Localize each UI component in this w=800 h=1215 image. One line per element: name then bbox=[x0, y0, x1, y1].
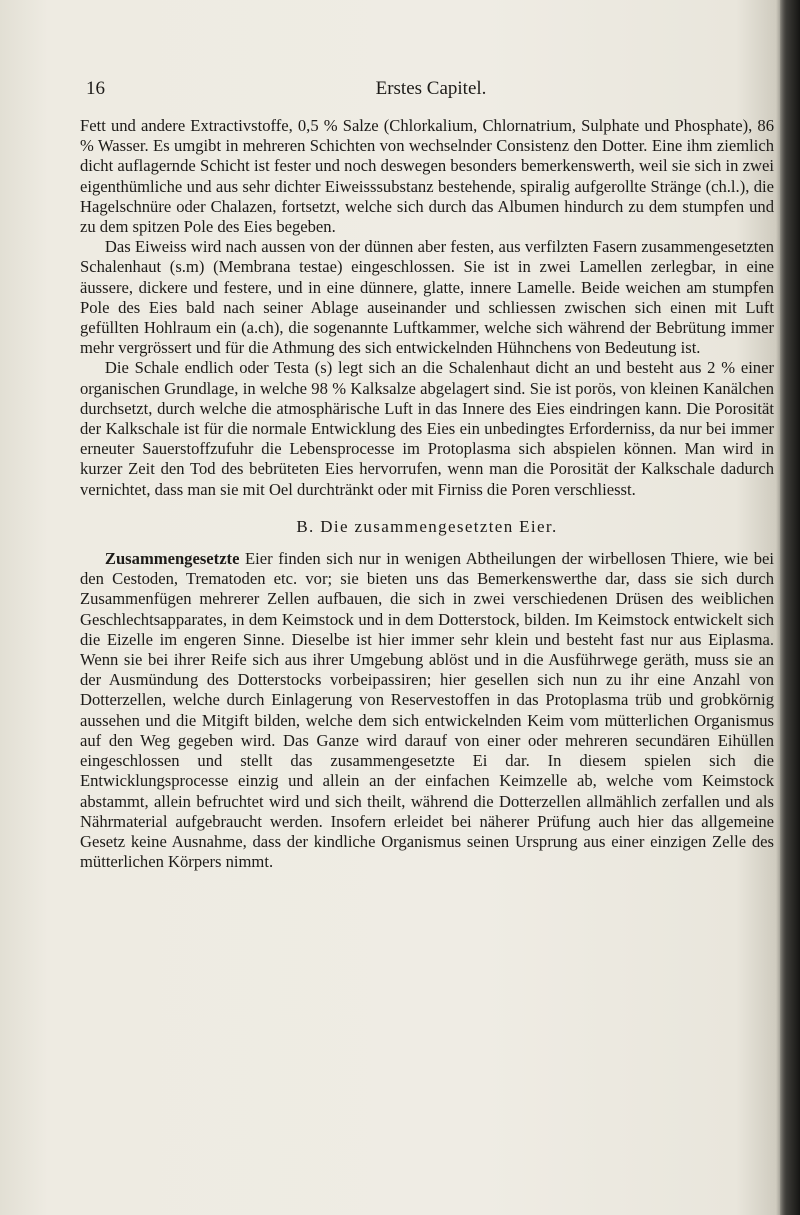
running-head: Erstes Capitel. bbox=[375, 78, 487, 99]
paragraph-4-body: Eier finden sich nur in wenigen Abtheilungen der wirbellosen Thiere, wie bei den Cestoden, Trematoden etc. vor; sie bieten uns das Bemerkenswerthe dar, dass sie sich durch Zusammenfügen mehrerer Zellen aufbauen, die sich in zwei verschiedenen Drüsen des weiblichen Geschlechtsapparates, in dem Keimstock und in dem Dotterstock, bilden. Im Keimstock entwickelt sich die Eizelle im engeren Sinne. Dieselbe ist hier immer sehr klein und besteht fast nur aus Eiplasma. Wenn sie bei ihrer Reife sich aus ihrer Umgebung ablöst und in die Ausführwege geräth, muss sie an der Ausmündung des Dotterstocks vorbeipassiren; hier gesellen sich nun zu ihr eine Anzahl von Dotterzellen, welche durch Einlagerung von Reservestoffen in das Protoplasma trüb und grobkörnig aussehen und die Mitgift bilden, welche dem sich entwickelnden Keim vom mütterlichen Organismus auf den Weg gegeben wird. Das Ganze wird darauf von einer oder mehreren secundären Eihüllen eingeschlossen und stellt das zusammengesetzte Ei dar. In diesem spielen sich die Entwicklungsprocesse einzig und allein an der einfachen Keimzelle ab, welche vom Keimstock abstammt, allein befruchtet wird und sich theilt, während die Dotterzellen allmählich zerfallen und als Nährmaterial aufgebraucht werden. Insofern erleidet bei näherer Prüfung auch hier das allgemeine Gesetz keine Ausnahme, dass der kindliche Organismus seinen Ursprung aus einer einzigen Zelle des mütterlichen Körpers nimmt. bbox=[80, 549, 774, 872]
section-heading: B. Die zusammengesetzten Eier. bbox=[296, 516, 558, 536]
paragraph-1: Fett und andere Extractivstoffe, 0,5 % Salze (Chlorkalium, Chlornatrium, Sulphate und Phosphate), 86 % Wasser. Es umgibt in mehreren Schichten von wechselnder Consistenz den Dotter. Eine ihm ziemlich dicht auflagernde Schicht ist fester und noch deswegen besonders bemerkenswerth, weil sie sich in zwei eigenthümliche und aus sehr dichter Eiweisssubstanz bestehende, spiralig aufgerollte Stränge (ch.l.), die Hagelschnüre oder Chalazen, fortsetzt, welche sich durch das Albumen hindurch zu dem stumpfen und zu dem spitzen Pole des Eies begeben. bbox=[80, 116, 774, 237]
paragraph-4-lead: Zusammengesetzte bbox=[104, 549, 240, 569]
page-header bbox=[86, 78, 776, 104]
paragraph-4 bbox=[80, 549, 774, 872]
body-text bbox=[80, 116, 774, 872]
paragraph-2: Das Eiweiss wird nach aussen von der dünnen aber festen, aus verfilzten Fasern zusammengesetzten Schalenhaut (s.m) (Membrana testae) eingeschlossen. Sie ist in zwei Lamellen zerlegbar, in eine äussere, dickere und festere, und in eine dünnere, glatte, innere Lamelle. Beide weichen am stumpfen Pole des Eies bald nach seiner Ablage auseinander und schliessen zwischen sich einen mit Luft gefüllten Hohlraum ein (a.ch), die sogenannte Luftkammer, welche sich während der Bebrütung immer mehr vergrössert und für die Athmung des sich entwickelnden Hühnchens von Bedeutung ist. bbox=[80, 237, 774, 358]
page-number: 16 bbox=[86, 78, 105, 99]
paragraph-3: Die Schale endlich oder Testa (s) legt sich an die Schalenhaut dicht an und besteht aus 2 % einer organischen Grundlage, in welche 98 % Kalksalze abgelagert sind. Sie ist porös, von kleinen Kanälchen durchsetzt, durch welche die atmosphärische Luft in das Innere des Eies eindringen kann. Die Porosität der Kalkschale ist für die normale Entwicklung des Eies ein unbedingtes Erforderniss, da nur bei immer erneuter Sauerstoffzufuhr die Lebensprocesse im Protoplasma sich abspielen können. Man wird in kurzer Zeit den Tod des bebrüteten Eies hervorrufen, wenn man die Porosität der Kalkschale dadurch vernichtet, dass man sie mit Oel durchtränkt oder mit Firniss die Poren verschliesst. bbox=[80, 358, 774, 499]
page-edge-shadow bbox=[780, 0, 800, 1215]
